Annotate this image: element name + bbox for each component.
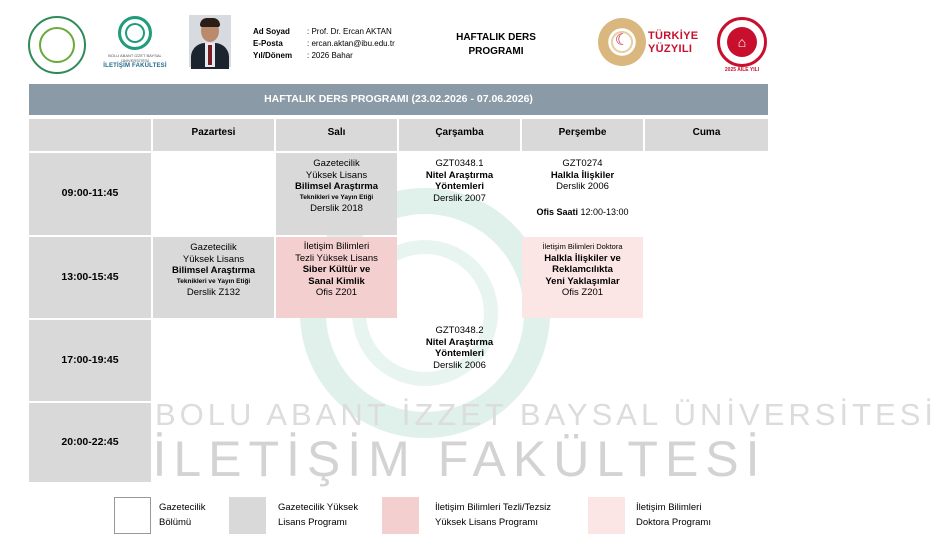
watermark-university-text: BOLU ABANT İZZET BAYSAL ÜNİVERSİTESİ	[155, 397, 937, 432]
class-room: Derslik 2007	[433, 192, 486, 204]
turkiye-yuzyili-logo	[598, 18, 706, 68]
class-department: Gazetecilik	[313, 158, 360, 169]
class-course-subtitle: Teknikleri ve Yayın Etiği	[299, 193, 374, 201]
faculty-logo-university-text: BOLU ABANT İZZET BAYSAL ÜNİVERSİTESİ	[108, 53, 162, 63]
university-seal-icon	[39, 27, 75, 63]
class-room: Derslik Z132	[186, 286, 241, 298]
time-slot-1300: 13:00-15:45	[29, 237, 151, 318]
legend-label-cont: Bölümü	[159, 517, 192, 528]
info-value: : 2026 Bahar	[307, 51, 353, 60]
page-title-line2: PROGRAMI	[468, 46, 524, 57]
office-hours-label: Ofis Saati	[536, 206, 578, 217]
time-slot-0900: 09:00-11:45	[29, 153, 151, 235]
instructor-info	[253, 26, 395, 62]
class-program: Yüksek Lisans	[182, 253, 245, 265]
day-header-pazartesi: Pazartesi	[153, 119, 274, 151]
info-row-name	[253, 26, 395, 38]
page-title-line1: HAFTALIK DERS	[456, 32, 536, 43]
class-room: Derslik 2006	[433, 359, 486, 371]
class-program: İletişim Bilimleri Doktora	[542, 242, 623, 251]
class-department: İletişim Bilimleri	[303, 241, 370, 252]
class-course-title-cont: Yöntemleri	[434, 348, 485, 359]
legend-swatch-gazetecilik-yl	[229, 497, 266, 534]
day-header-cuma: Cuma	[645, 119, 768, 151]
legend-label: İletişim Bilimleri	[636, 502, 702, 513]
faculty-logo	[100, 14, 170, 74]
class-room: Derslik 2006	[556, 181, 609, 192]
class-code: GZT0274	[562, 158, 603, 169]
day-header-carsamba: Çarşamba	[399, 119, 520, 151]
class-room: Ofis Z201	[561, 287, 604, 298]
info-value[interactable]: : ercan.aktan@ibu.edu.tr	[307, 39, 395, 48]
legend-item-iletisim-doktora	[636, 500, 711, 530]
class-course-subtitle: Teknikleri ve Yayın Etiği	[176, 277, 251, 285]
info-row-term	[253, 50, 395, 62]
family-icon: ⌂	[727, 27, 757, 57]
legend-item-gazetecilik	[159, 500, 205, 530]
legend-label: Gazetecilik Yüksek	[278, 502, 359, 513]
class-course-title: Siber Kültür ve	[302, 264, 371, 275]
corner-cell	[29, 119, 151, 151]
office-hours-value: 12:00-13:00	[580, 206, 629, 217]
class-course-title-cont: Yöntemleri	[434, 181, 485, 192]
class-room: Ofis Z201	[315, 287, 358, 298]
faculty-logo-faculty-text: İLETİŞİM FAKÜLTESİ	[103, 63, 167, 69]
office-hours	[522, 207, 643, 219]
class-course-title: Nitel Araştırma	[425, 336, 494, 348]
profile-photo	[189, 15, 231, 67]
legend-label: İletişim Bilimleri Tezli/Tezsiz	[435, 502, 551, 513]
day-header-sali: Salı	[276, 119, 397, 151]
legend-item-gazetecilik-yl	[278, 500, 358, 530]
time-slot-2000: 20:00-22:45	[29, 403, 151, 482]
class-carsamba-1700[interactable]	[399, 320, 520, 401]
legend-swatch-iletisim-doktora	[588, 497, 625, 534]
legend-label-cont: Doktora Programı	[636, 517, 711, 528]
class-room: Derslik 2018	[310, 202, 363, 214]
class-carsamba-0900[interactable]	[399, 153, 520, 235]
info-label: Yıl/Dönem	[253, 51, 293, 60]
class-persembe-1300[interactable]	[522, 237, 643, 318]
class-course-title: Bilimsel Araştırma	[171, 265, 256, 276]
class-course-title-cont2: Yeni Yaklaşımlar	[545, 275, 620, 287]
class-pazartesi-1300[interactable]	[153, 237, 274, 318]
class-sali-1300[interactable]	[276, 237, 397, 318]
class-course-title: Bilimsel Araştırma	[294, 181, 379, 192]
faculty-emblem-icon	[118, 16, 152, 50]
class-program: Tezli Yüksek Lisans	[295, 252, 378, 264]
legend-swatch-gazetecilik	[114, 497, 151, 534]
schedule-banner: HAFTALIK DERS PROGRAMI (23.02.2026 - 07.06.2026)	[29, 84, 768, 115]
class-department: Gazetecilik	[190, 242, 237, 253]
class-course-title-cont: Reklamcılıkta	[552, 264, 613, 275]
class-program: Yüksek Lisans	[305, 169, 368, 181]
info-label: E-Posta	[253, 39, 283, 48]
class-course-title-cont: Sanal Kimlik	[308, 275, 365, 287]
page-title	[440, 31, 552, 59]
class-persembe-0900[interactable]	[522, 153, 643, 235]
class-course-title: Halkla İlişkiler ve	[544, 252, 621, 264]
aile-yili-logo	[717, 17, 767, 73]
turkiye-yuzyili-line2: YÜZYILI	[648, 43, 693, 55]
legend-label-cont: Yüksek Lisans Programı	[435, 517, 538, 528]
time-slot-1700: 17:00-19:45	[29, 320, 151, 401]
crescent-star-icon: ☾	[614, 32, 630, 49]
legend-swatch-iletisim-yl	[382, 497, 419, 534]
turkiye-yuzyili-line1: TÜRKİYE	[648, 30, 699, 42]
day-header-persembe: Perşembe	[522, 119, 643, 151]
class-course-title: Halkla İlişkiler	[550, 169, 615, 181]
aile-yili-text: 2025 AİLE YILI	[724, 67, 760, 73]
legend-label-cont: Lisans Programı	[278, 517, 348, 528]
class-code: GZT0348.2	[435, 325, 484, 336]
class-course-title: Nitel Araştırma	[425, 169, 494, 181]
info-value: : Prof. Dr. Ercan AKTAN	[307, 27, 392, 36]
info-label: Ad Soyad	[253, 27, 290, 36]
legend-item-iletisim-yl	[435, 500, 551, 530]
watermark-faculty-text: İLETİŞİM FAKÜLTESİ	[152, 431, 767, 487]
university-logo	[28, 16, 86, 74]
class-sali-0900[interactable]	[276, 153, 397, 235]
class-code: GZT0348.1	[435, 158, 484, 169]
legend-label: Gazetecilik	[159, 502, 206, 513]
info-row-email	[253, 38, 395, 50]
